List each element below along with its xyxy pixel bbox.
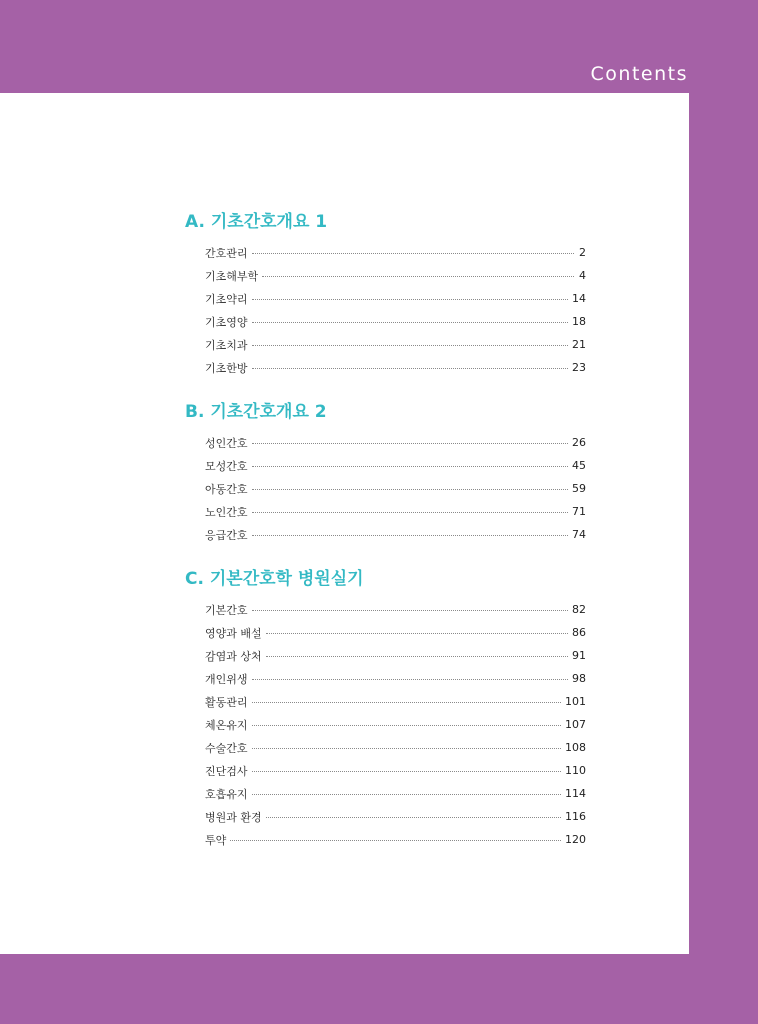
entry-title: 활동관리 [205,695,248,709]
entry-title: 개인위생 [205,672,248,686]
dot-leader [252,678,568,680]
dot-leader [252,442,568,444]
dot-leader [252,488,568,490]
entry-page-number: 98 [572,672,586,685]
entry-title: 아동간호 [205,482,248,496]
entry-title: 모성간호 [205,459,248,473]
toc-entry[interactable] [205,477,586,500]
entry-page-number: 4 [579,269,586,282]
toc-entry[interactable] [205,310,586,333]
entry-title: 간호관리 [205,246,248,260]
entry-page-number: 23 [572,361,586,374]
entry-page-number: 18 [572,315,586,328]
entry-title: 응급간호 [205,528,248,542]
entry-title: 영양과 배설 [205,626,262,640]
toc-entry[interactable] [205,264,586,287]
dot-leader [266,655,568,657]
toc-entry[interactable] [205,713,586,736]
toc-entry[interactable] [205,828,586,851]
entry-title: 체온유지 [205,718,248,732]
dot-leader [252,344,568,346]
dot-leader [252,770,561,772]
table-of-contents [185,211,586,873]
dot-leader [252,367,568,369]
dot-leader [252,511,568,513]
dot-leader [252,465,568,467]
entry-page-number: 108 [565,741,586,754]
entry-title: 투약 [205,833,227,847]
entry-page-number: 26 [572,436,586,449]
section-heading: B. 기초간호개요 2 [185,402,327,422]
entry-page-number: 91 [572,649,586,662]
entry-title: 수술간호 [205,741,248,755]
toc-section-a [185,211,586,379]
entry-title: 기본간호 [205,603,248,617]
toc-entry[interactable] [205,667,586,690]
entry-page-number: 14 [572,292,586,305]
toc-entry[interactable] [205,333,586,356]
dot-leader [266,632,568,634]
entry-page-number: 101 [565,695,586,708]
dot-leader [252,534,568,536]
entry-page-number: 110 [565,764,586,777]
toc-entry[interactable] [205,805,586,828]
entry-page-number: 71 [572,505,586,518]
entry-page-number: 114 [565,787,586,800]
toc-section-c [185,568,586,851]
dot-leader [252,747,561,749]
dot-leader [262,275,574,277]
dot-leader [252,321,568,323]
toc-entry[interactable] [205,644,586,667]
entry-page-number: 82 [572,603,586,616]
entry-page-number: 120 [565,833,586,846]
entry-title: 병원과 환경 [205,810,262,824]
entry-page-number: 86 [572,626,586,639]
toc-entry[interactable] [205,690,586,713]
entry-page-number: 107 [565,718,586,731]
page-header-title: Contents [590,63,688,85]
entry-page-number: 2 [579,246,586,259]
dot-leader [252,609,568,611]
contents-page [0,93,689,954]
toc-entry[interactable] [205,241,586,264]
entry-title: 기초한방 [205,361,248,375]
toc-section-b [185,401,586,546]
toc-entry[interactable] [205,759,586,782]
entry-title: 노인간호 [205,505,248,519]
toc-entry[interactable] [205,431,586,454]
toc-entry[interactable] [205,598,586,621]
entry-page-number: 116 [565,810,586,823]
toc-entry[interactable] [205,356,586,379]
toc-entry[interactable] [205,782,586,805]
entry-title: 기초해부학 [205,269,259,283]
entry-title: 호흡유지 [205,787,248,801]
entry-page-number: 45 [572,459,586,472]
entry-page-number: 59 [572,482,586,495]
toc-entry[interactable] [205,621,586,644]
dot-leader [252,701,561,703]
entry-title: 기초약리 [205,292,248,306]
dot-leader [252,298,568,300]
dot-leader [252,724,561,726]
dot-leader [252,252,574,254]
section-heading: A. 기초간호개요 1 [185,212,328,232]
entry-page-number: 74 [572,528,586,541]
dot-leader [230,839,561,841]
entry-title: 성인간호 [205,436,248,450]
dot-leader [252,793,561,795]
toc-entry[interactable] [205,736,586,759]
section-heading: C. 기본간호학 병원실기 [185,569,364,589]
toc-entry[interactable] [205,287,586,310]
entry-title: 기초영양 [205,315,248,329]
toc-entry[interactable] [205,454,586,477]
toc-entry[interactable] [205,523,586,546]
entry-title: 진단검사 [205,764,248,778]
entry-title: 감염과 상처 [205,649,262,663]
dot-leader [266,816,561,818]
entry-title: 기초치과 [205,338,248,352]
toc-entry[interactable] [205,500,586,523]
entry-page-number: 21 [572,338,586,351]
